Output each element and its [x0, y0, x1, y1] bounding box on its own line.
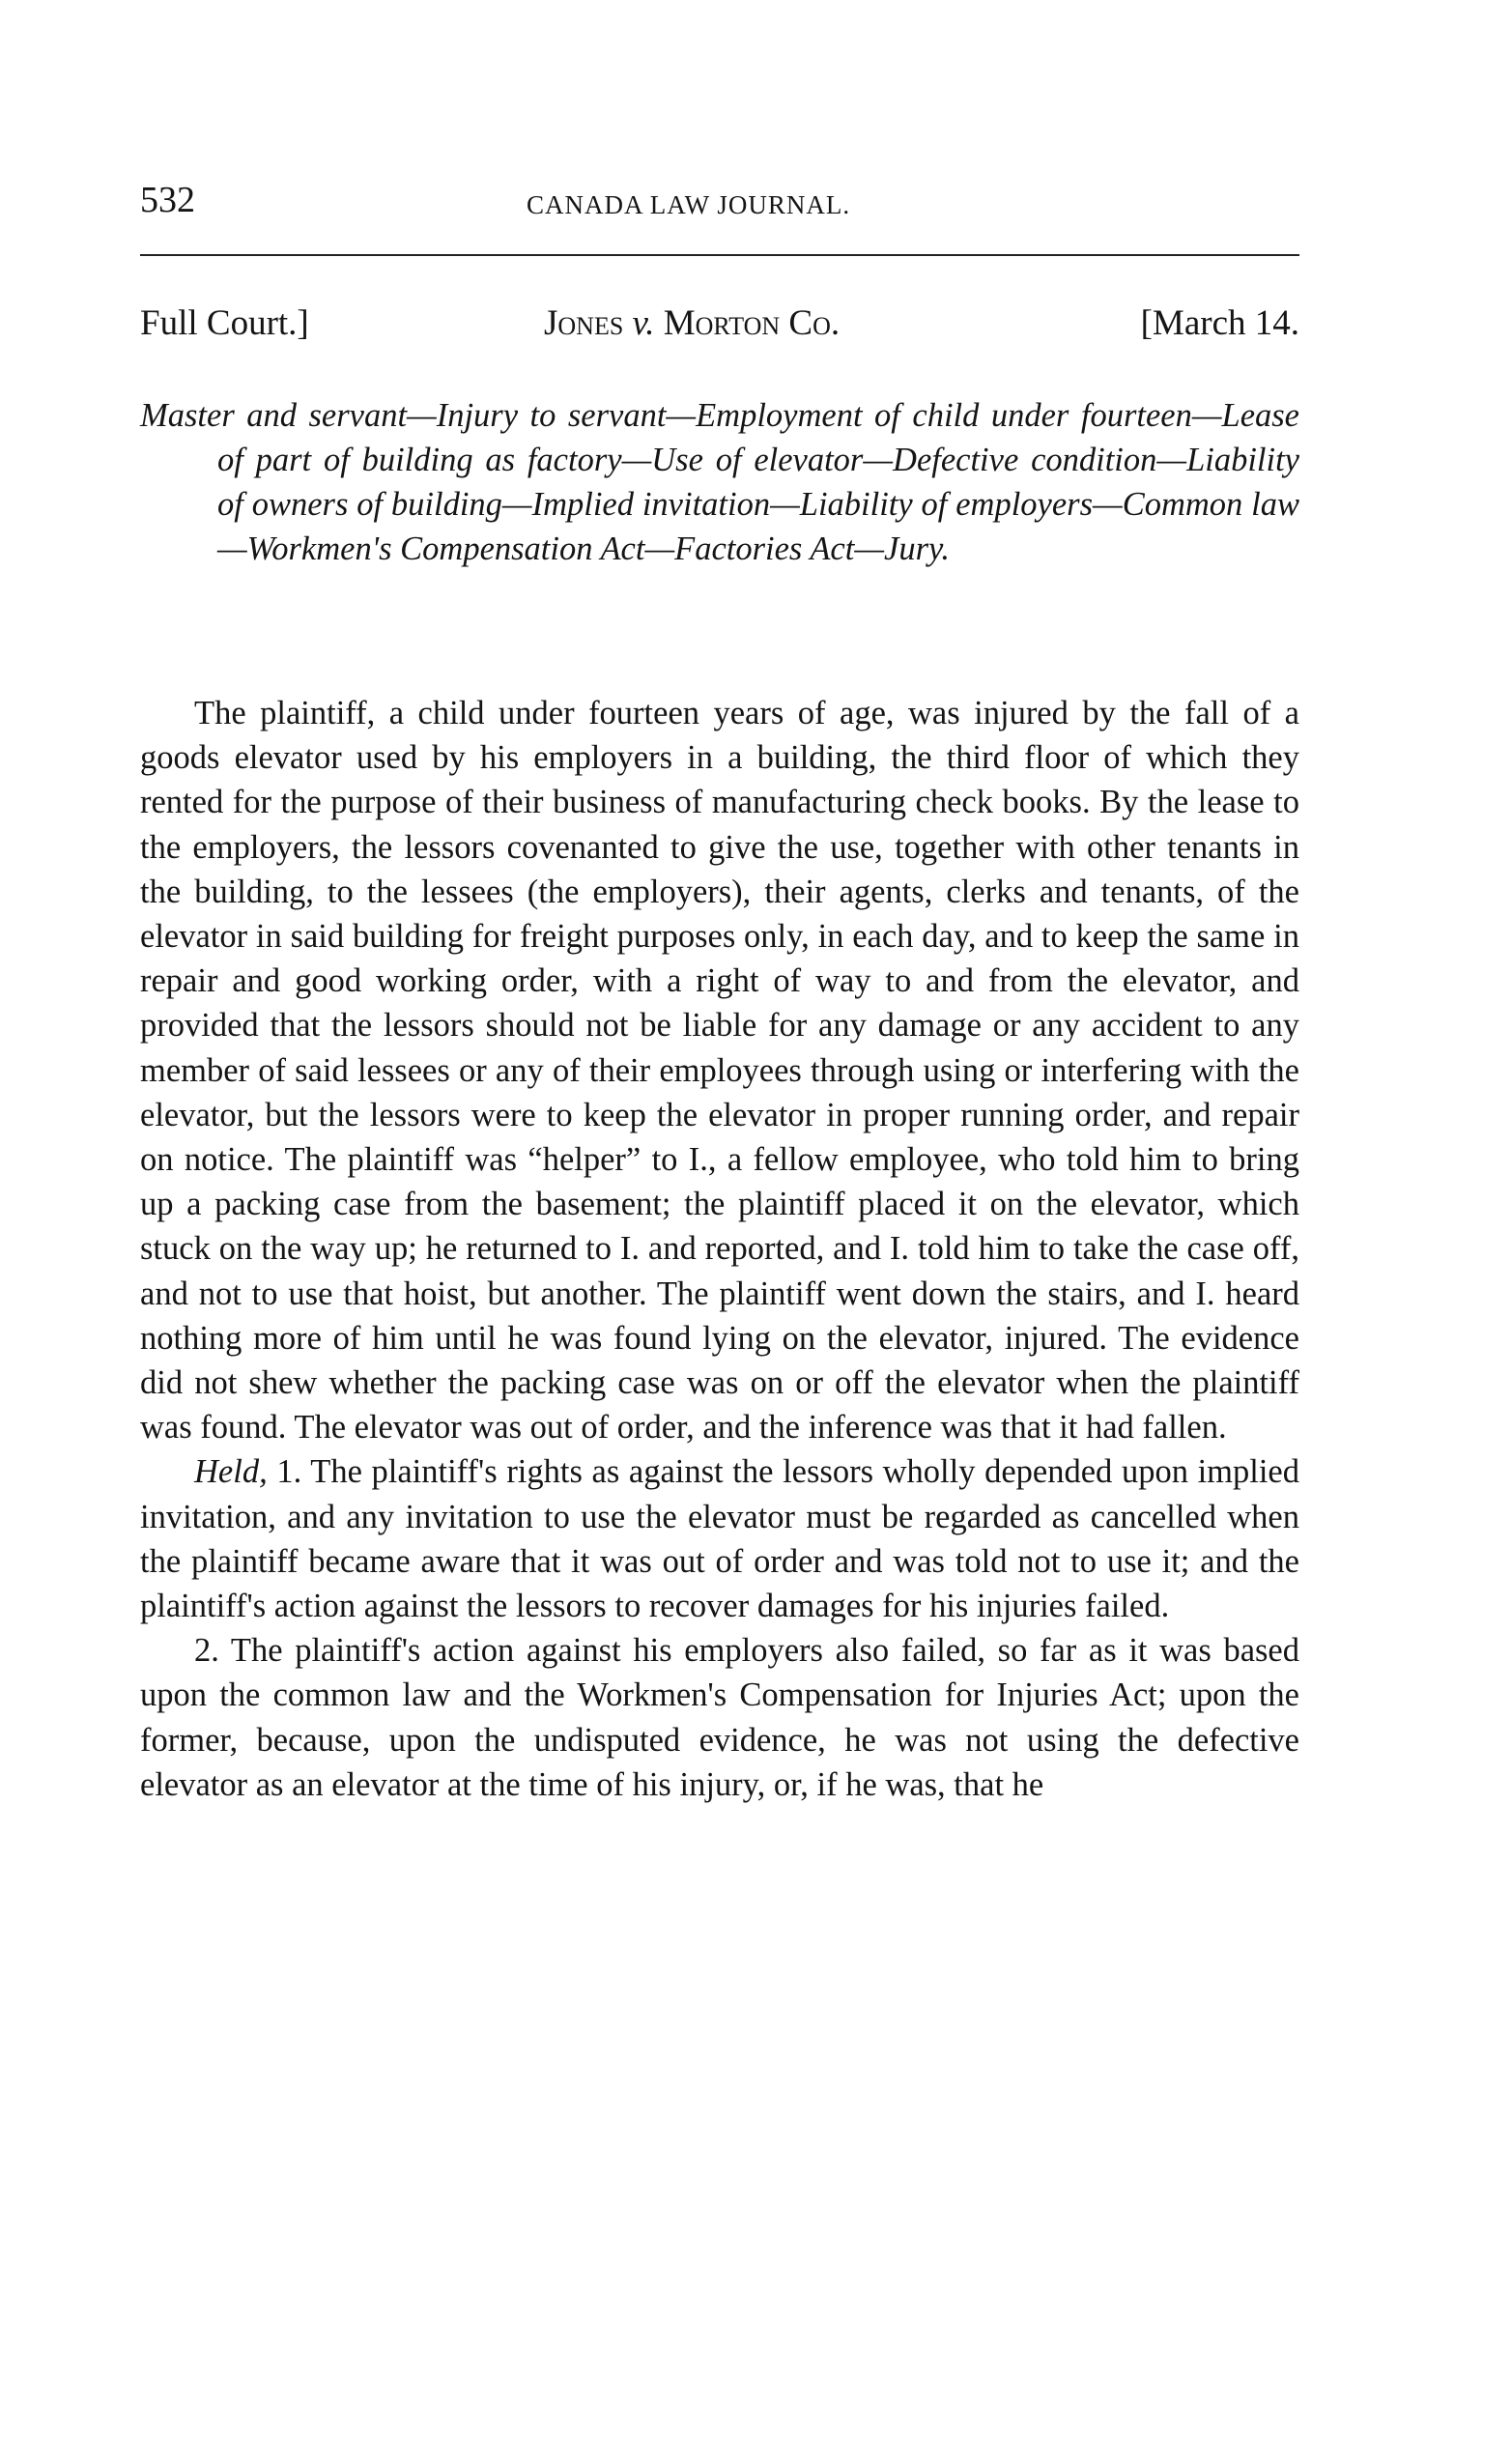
running-head: [140, 179, 1299, 229]
paragraph-facts: The plaintiff, a child under fourteen years of age, was injured by the fall of a goods elevator used by his employers in a building, the third floor of which they rented for the purpose of their business of manufacturing check books. By the lease to the employers, the lessors covenanted to give the use, together with other tenants in the building, to the lessees (the employers), their agents, clerks and tenants, of the elevator in said building for freight purposes only, in each day, and to keep the same in repair and good working order, with a right of way to and from the elevator, and provided that the lessors should not be liable for any damage or any accident to any member of said lessees or any of their employees through using or interfering with the elevator, but the lessors were to keep the elevator in proper running order, and repair on notice. The plaintiff was “helper” to I., a fellow employee, who told him to bring up a packing case from the basement; the plaintiff placed it on the elevator, which stuck on the way up; he returned to I. and reported, and I. told him to take the case off, and not to use that hoist, but another. The plaintiff went down the stairs, and I. heard nothing more of him until he was found lying on the elevator, injured. The evidence did not shew whether the packing case was on or off the elevator when the plaintiff was found. The elevator was out of order, and the inference was that it had fallen.: [140, 695, 1299, 1447]
held-1-text: 1. The plaintiff's rights as against the lessors wholly depended upon implied invitation, and any invitation to use the elevator must be regarded as cancelled when the plaintiff became aware that it was out of order and was told not to use it; and the plaintiff's action against the lessors to recover damages for his injuries failed.: [140, 1453, 1299, 1625]
headnote: Master and servant—Injury to servant—Employment of child under fourteen—Lease of part of building as factory—Use of elevator—Defective condition—Liability of owners of building—Implied invitation—Liability of employers—Common law—Workmen's Compensation Act—Factories Act—Jury.: [140, 397, 1299, 567]
case-defendant: Morton Co.: [654, 303, 841, 343]
document-page: [140, 179, 1299, 1803]
body-text: [140, 691, 1299, 1807]
court-name: Full Court.]: [140, 303, 309, 343]
journal-title: CANADA LAW JOURNAL.: [527, 190, 851, 219]
paragraph-held-2: 2. The plaintiff's action against his employers also failed, so far as it was based upon the common law and the Workmen's Compensation for Injuries Act; upon the former, because, upon the undisputed evidence, he was not using the defective elevator as an elevator at the time of his injury, or, if he was, that he: [140, 1632, 1299, 1803]
case-date: [March 14.: [1140, 303, 1299, 343]
case-plaintiff: Jones: [544, 303, 633, 343]
case-versus: v.: [632, 303, 655, 343]
paragraph-held-1: [140, 1449, 1299, 1628]
case-heading: [140, 302, 1299, 351]
header-rule: [140, 254, 1299, 256]
held-label: Held,: [194, 1453, 268, 1491]
page-number: 532: [140, 180, 195, 220]
case-title: [544, 302, 840, 344]
